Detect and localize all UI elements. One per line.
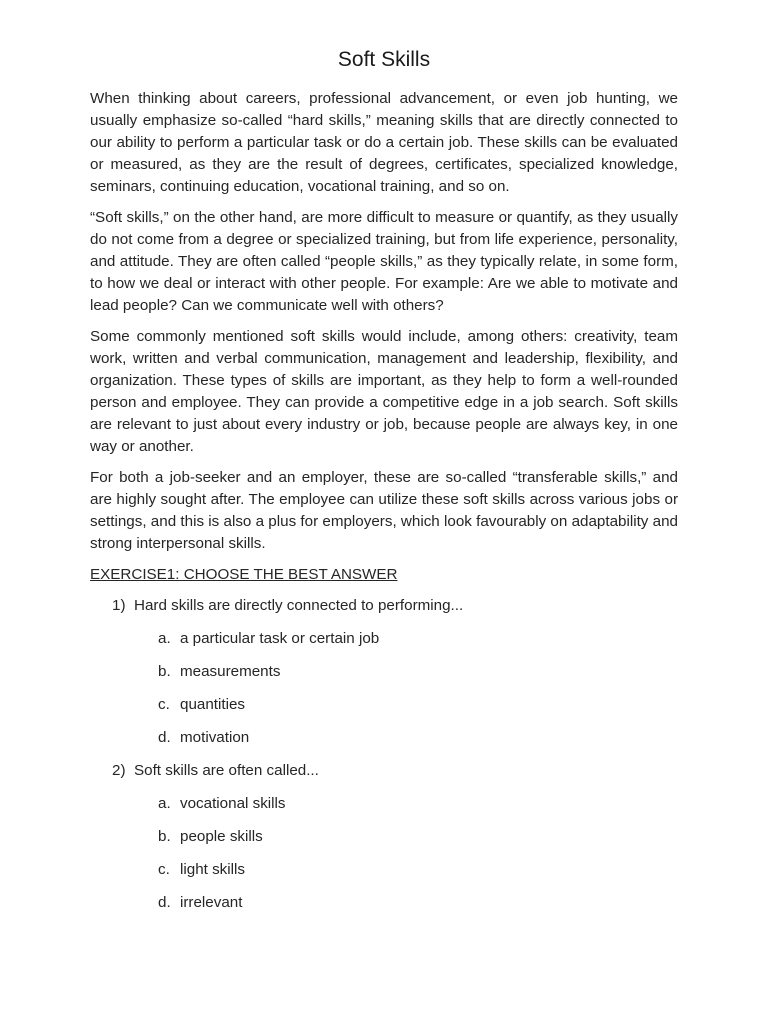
question-2-options xyxy=(158,793,678,914)
paragraph-transferable: For both a job-seeker and an employer, these are so-called “transferable skills,” and are highly sought after. The employee can utilize these soft skills across various jobs or settings, and this is also a plus for employers, which look favourably on adaptability and strong interpersonal skills. xyxy=(90,469,678,552)
answer-option xyxy=(158,727,678,749)
option-letter: d. xyxy=(158,894,171,911)
answer-option xyxy=(158,859,678,881)
answer-option xyxy=(158,661,678,683)
option-text: measurements xyxy=(180,663,281,680)
question-text: Hard skills are directly connected to performing... xyxy=(134,597,464,614)
option-letter: c. xyxy=(158,696,170,713)
question-1-options xyxy=(158,628,678,749)
option-text: people skills xyxy=(180,828,263,845)
answer-option xyxy=(158,892,678,914)
option-letter: a. xyxy=(158,630,171,647)
answer-option xyxy=(158,694,678,716)
option-text: irrelevant xyxy=(180,894,243,911)
option-text: motivation xyxy=(180,729,250,746)
question-2 xyxy=(112,760,678,782)
paragraph-examples: Some commonly mentioned soft skills would include, among others: creativity, team work, written and verbal communication, management and leadership, flexibility, and organization. These types of skills are important, as they help to form a well-rounded person and employee. They can provide a competitive edge in a job search. Soft skills are relevant to just about every industry or job, because people are always key, in one way or another. xyxy=(90,328,678,455)
answer-option xyxy=(158,793,678,815)
option-letter: b. xyxy=(158,663,171,680)
document-title: Soft Skills xyxy=(337,48,431,71)
question-number: 1) xyxy=(112,597,126,614)
option-letter: d. xyxy=(158,729,171,746)
exercise-heading: EXERCISE1: CHOOSE THE BEST ANSWER xyxy=(90,566,398,583)
option-text: quantities xyxy=(180,696,246,713)
question-1 xyxy=(112,595,678,617)
paragraph-hard-skills: When thinking about careers, professional advancement, or even job hunting, we usually emphasize so-called “hard skills,” meaning skills that are directly connected to our ability to perform a particular task or do a certain job. These skills can be evaluated or measured, as they are the result of degrees, certificates, specialized knowledge, seminars, continuing education, vocational training, and so on. xyxy=(90,90,678,195)
option-text: a particular task or certain job xyxy=(180,630,380,647)
option-text: light skills xyxy=(180,861,245,878)
question-number: 2) xyxy=(112,762,126,779)
option-letter: b. xyxy=(158,828,171,845)
answer-option xyxy=(158,628,678,650)
question-text: Soft skills are often called... xyxy=(134,762,319,779)
option-letter: c. xyxy=(158,861,170,878)
option-letter: a. xyxy=(158,795,171,812)
paragraph-soft-skills: “Soft skills,” on the other hand, are more difficult to measure or quantify, as they usually do not come from a degree or specialized training, but from life experience, personality, and attitude. They are often called “people skills,” as they typically relate, in some form, to how we deal or interact with other people. For example: Are we able to motivate and lead people? Can we communicate well with others? xyxy=(90,209,678,314)
option-text: vocational skills xyxy=(180,795,286,812)
answer-option xyxy=(158,826,678,848)
